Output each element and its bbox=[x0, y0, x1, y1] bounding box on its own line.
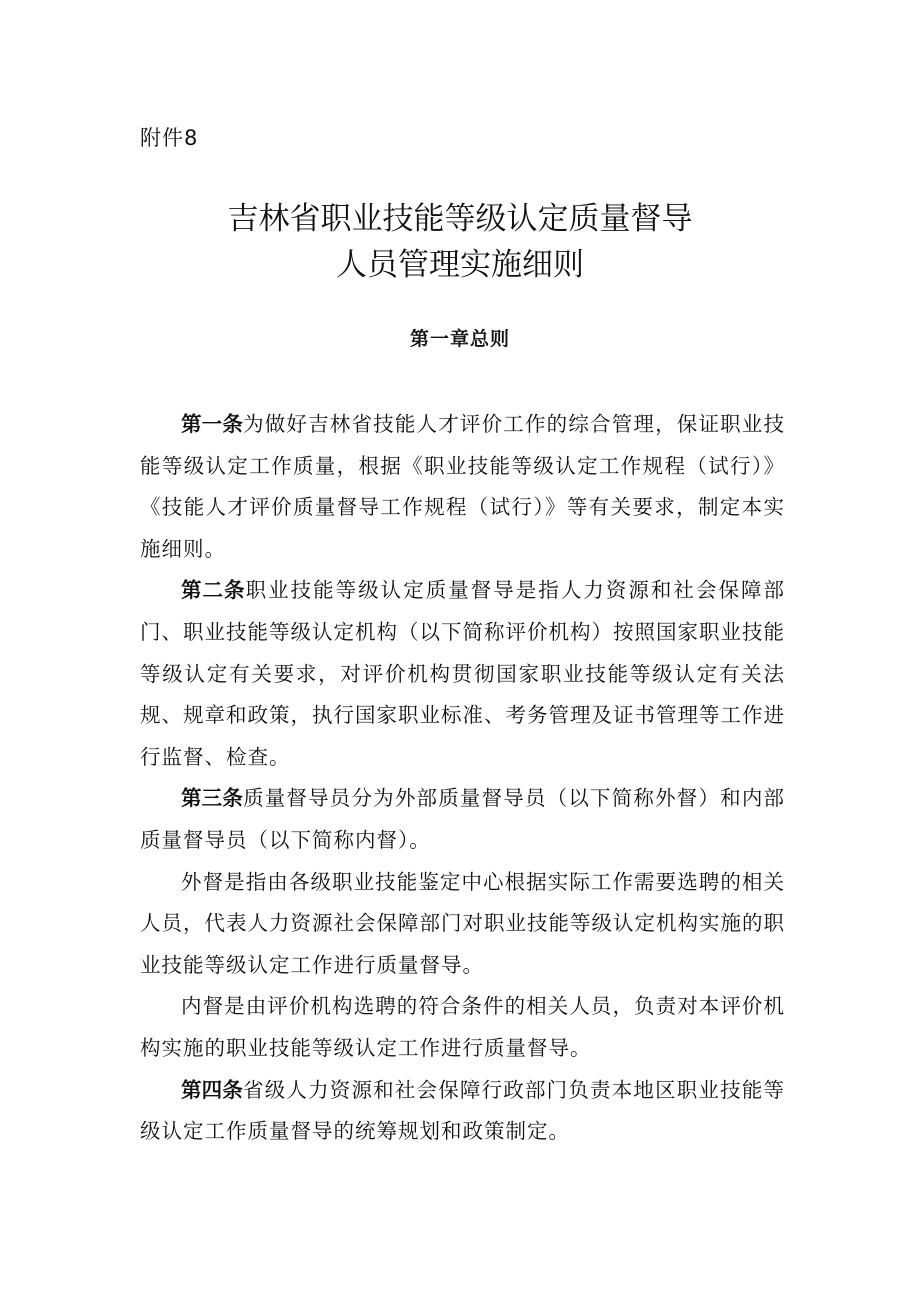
article-number: 第四条 bbox=[181, 1077, 244, 1102]
paragraph bbox=[140, 986, 785, 1069]
paragraph-text: 职业技能等级认定质量督导是指人力资源和社会保障部门、职业技能等级认定机构（以下简称评价机构）按照国家职业技能等级认定有关要求，对评价机构贯彻国家职业技能等级认定有关法规、规章和政策，执行国家职业标准、考务管理及证书管理等工作进行监督、检查。 bbox=[140, 578, 786, 769]
article-number: 第一条 bbox=[181, 412, 244, 436]
document-title-line-1: 吉林省职业技能等级认定质量督导 bbox=[227, 201, 693, 237]
paragraph bbox=[140, 778, 785, 861]
paragraph bbox=[140, 570, 785, 778]
article-number: 第三条 bbox=[181, 786, 244, 811]
attachment-label: 附件8 bbox=[140, 126, 199, 150]
paragraph-text: 外督是指由各级职业技能鉴定中心根据实际工作需要选聘的相关人员，代表人力资源社会保障部门对职业技能等级认定机构实施的职业技能等级认定工作进行质量督导。 bbox=[140, 869, 785, 977]
paragraph-text: 省级人力资源和社会保障行政部门负责本地区职业技能等级认定工作质量督导的统筹规划和政策制定。 bbox=[140, 1077, 786, 1144]
document-body bbox=[140, 404, 785, 1153]
paragraph-text: 内督是由评价机构选聘的符合条件的相关人员，负责对本评价机构实施的职业技能等级认定工作进行质量督导。 bbox=[140, 994, 785, 1060]
paragraph bbox=[140, 404, 785, 570]
paragraph bbox=[140, 862, 785, 987]
chapter-heading: 第一章总则 bbox=[409, 328, 510, 350]
document-title-line-2: 人员管理实施细则 bbox=[336, 247, 584, 283]
article-number: 第二条 bbox=[181, 578, 246, 603]
paragraph-text: 质量督导员分为外部质量督导员（以下简称外督）和内部质量督导员（以下简称内督）。 bbox=[140, 786, 786, 852]
paragraph bbox=[140, 1070, 785, 1153]
paragraph-text: 为做好吉林省技能人才评价工作的综合管理，保证职业技能等级认定工作质量，根据《职业技能等级认定工作规程（试行）》《技能人才评价质量督导工作规程（试行）》等有关要求，制定本实施细则。 bbox=[140, 412, 786, 561]
